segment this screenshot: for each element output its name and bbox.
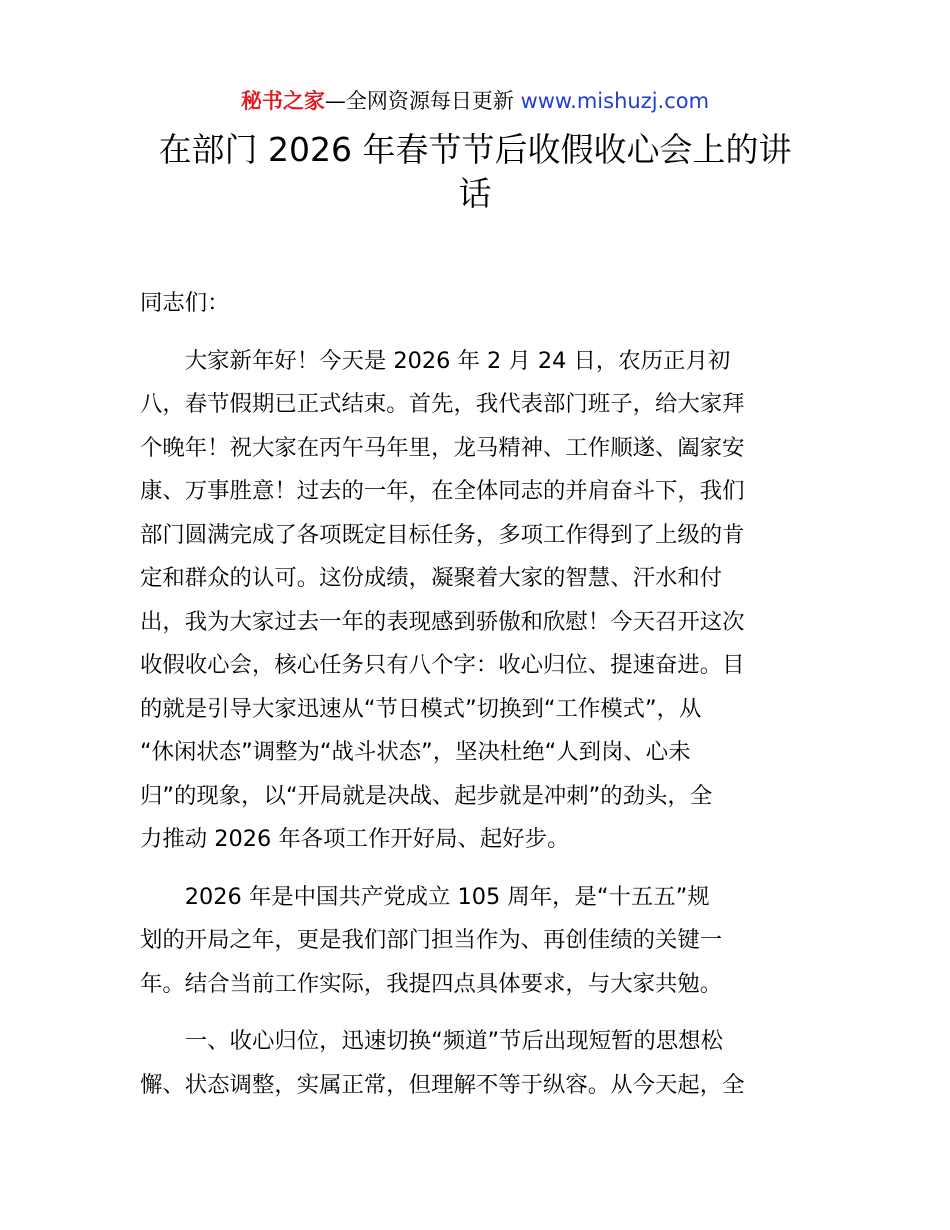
text-line: 年。结合当前工作实际，我提四点具体要求，与大家共勉。	[140, 970, 723, 997]
brand-name: 秘书之家	[240, 89, 325, 113]
document-body	[140, 282, 812, 1107]
text-line: 康、万事胜意！过去的一年，在全体同志的并肩奋斗下，我们	[140, 478, 745, 504]
paragraph-context	[140, 876, 812, 1007]
site-url-link[interactable]: www.mishuzj.com	[520, 89, 710, 113]
text-line: 八，春节假期已正式结束。首先，我代表部门班子，给大家拜	[140, 391, 745, 417]
site-header	[0, 86, 950, 116]
text-line: 收假收心会，核心任务只有八个字：收心归位、提速奋进。目	[140, 652, 745, 678]
text-line: 的就是引导大家迅速从“节日模式”切换到“工作模式”，从	[140, 695, 702, 722]
text-line: 划的开局之年，更是我们部门担当作为、再创佳绩的关键一	[140, 927, 723, 953]
text-line: 大家新年好！今天是 2026 年 2 月 24 日，农历正月初	[140, 347, 731, 374]
text-line: “休闲状态”调整为“战斗状态”，坚决杜绝“人到岗、心未	[140, 739, 691, 765]
text-line: 一、收心归位，迅速切换“频道”节后出现短暂的思想松	[140, 1028, 723, 1054]
text-line: 懈、状态调整，实属正常，但理解不等于纵容。从今天起，全	[140, 1071, 745, 1098]
title-line: 在部门 2026 年春节节后收假收心会上的讲	[158, 130, 792, 169]
paragraph-opening	[140, 340, 812, 862]
text-line: 归”的现象，以“开局就是决战、起步就是冲刺”的劲头，全	[140, 782, 713, 809]
text-line: 出，我为大家过去一年的表现感到骄傲和欣慰！今天召开这次	[140, 608, 745, 635]
title-line: 话	[458, 174, 492, 213]
document-title	[140, 128, 810, 216]
text-line: 2026 年是中国共产党成立 105 周年，是“十五五”规	[140, 883, 710, 910]
text-line: 个晚年！祝大家在丙午马年里，龙马精神、工作顺遂、阖家安	[140, 434, 745, 461]
text-line: 力推动 2026 年各项工作开好局、起好步。	[140, 826, 570, 852]
text-line: 部门圆满完成了各项既定目标任务，多项工作得到了上级的肯	[140, 521, 745, 548]
text-line: 定和群众的认可。这份成绩，凝聚着大家的智慧、汗水和付	[140, 565, 723, 591]
paragraph-section-one	[140, 1020, 812, 1107]
text-line: 同志们：	[140, 290, 230, 316]
salutation	[140, 282, 812, 326]
header-tagline: —全网资源每日更新	[324, 89, 521, 113]
